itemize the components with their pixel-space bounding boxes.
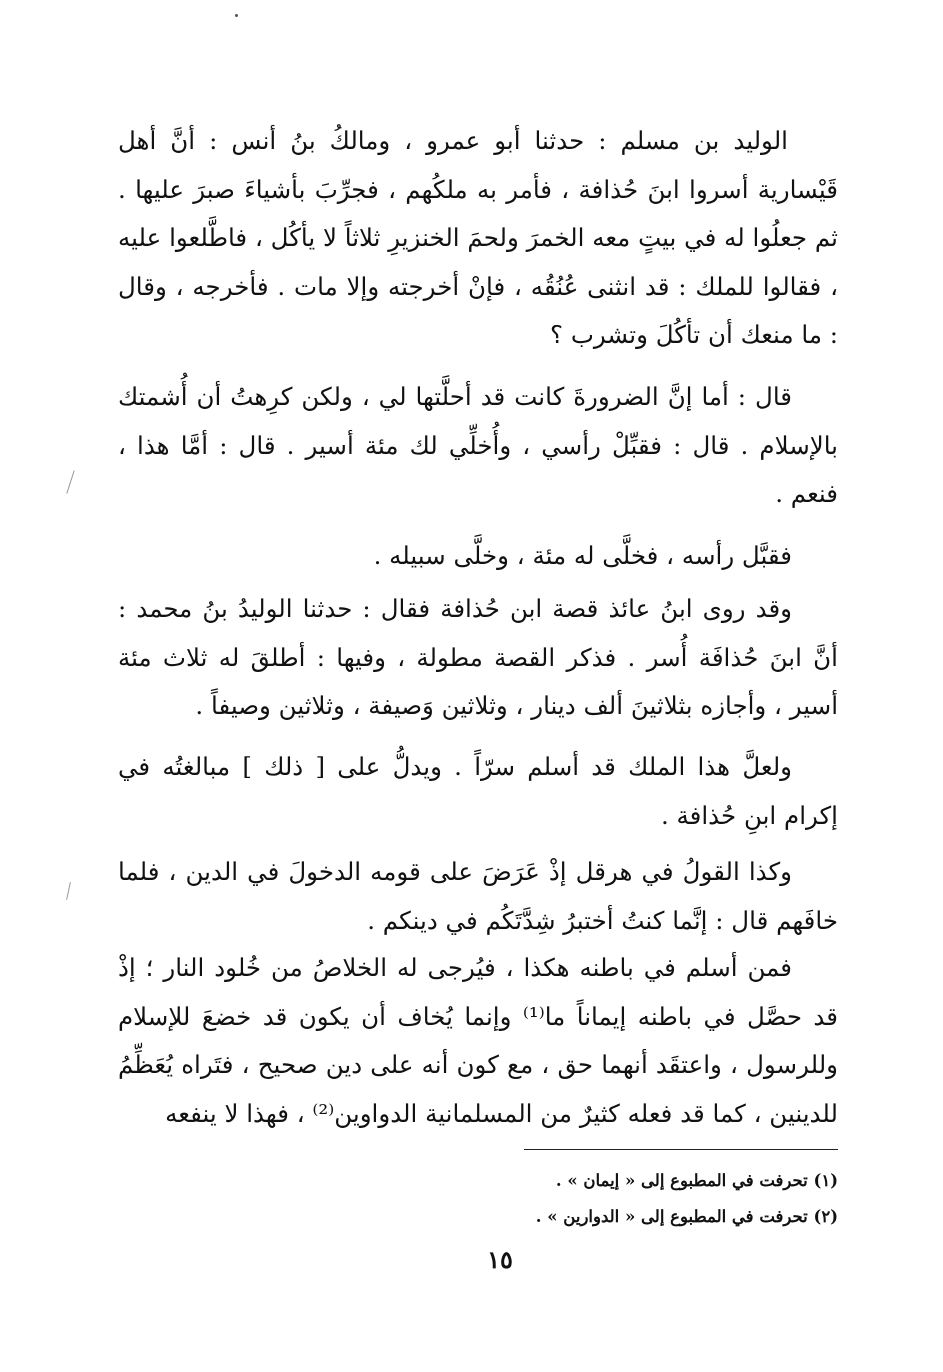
scan-mark <box>66 470 74 493</box>
paragraph-1: الوليد بن مسلم : حدثنا أبو عمرو ، ومالكُ بنُ أنس : أنَّ أهل قَيْسارية أسروا ابنَ حُذافة ، فأمر به ملكُهم ، فجرِّبَ بأشياءَ صبرَ عليها . ثم جعلُوا له في بيتٍ معه الخمرَ ولحمَ الخنزيرِ ثلاثاً لا يأكُل ، فاطَّلعوا عليه ، فقالوا للملك : قد انثنى عُنُقُه ، فإنْ أخرجته وإلا مات . فأخرجه ، وقال : ما منعك أن تأكُلَ وتشرب ؟ <box>118 126 838 349</box>
footnote-1: (١) تحرفت في المطبوع إلى « إيمان » . <box>555 1171 838 1190</box>
paragraph-5: ولعلَّ هذا الملك قد أسلم سرّاً . ويدلُّ على [ ذلك ] مبالغتُه في إكرام ابنِ حُذافة . <box>118 752 838 830</box>
scan-mark <box>66 882 71 900</box>
paragraph-2: قال : أما إنَّ الضرورةَ كانت قد أحلَّتها لي ، ولكن كرِهتُ أن أُشمتك بالإسلام . قال : فقبِّلْ رأسي ، وأُخلِّي لك مئة أسير . قال : أمَّا هذا ، فنعم . <box>118 382 838 508</box>
paragraph-3: فقبَّل رأسه ، فخلَّى له مئة ، وخلَّى سبيله . <box>373 541 792 570</box>
footnote-2: (٢) تحرفت في المطبوع إلى « الدوارين » . <box>535 1207 838 1226</box>
page-number: ١٥ <box>487 1245 513 1274</box>
paragraph-4: وقد روى ابنُ عائذ قصة ابن حُذافة فقال : حدثنا الوليدُ بنُ محمد : أنَّ ابنَ حُذافَة أُسر . فذكر القصة مطولة ، وفيها : أطلقَ له ثلاث مئة أسير ، وأجازه بثلاثينَ ألف دينار ، وثلاثين وَصيفة ، وثلاثين وصيفاً . <box>118 594 838 720</box>
footnote-divider <box>524 1149 838 1150</box>
footnotes <box>420 1163 838 1235</box>
speck-mark <box>235 14 238 17</box>
paragraph-6: وكذا القولُ في هرقل إذْ عَرَضَ على قومه الدخولَ في الدين ، فلما خافَهم قال : إنَّما كنتُ أختبرُ شِدَّتَكُم في دينكم . <box>118 857 838 935</box>
paragraph-7: فمن أسلم في باطنه هكذا ، فيُرجى له الخلاصُ من خُلود النار ؛ إذْ قد حصَّل في باطنه إيماناً ما⁽¹⁾ وإنما يُخاف أن يكون قد خضعَ للإسلام وللرسول ، واعتقَد أنهما حق ، مع كون أنه على دين صحيح ، فتَراه يُعَظِّمُ للدينين ، كما قد فعله كثيرٌ من المسلمانية الدواوين⁽²⁾ ، فهذا لا ينفعه <box>118 953 838 1128</box>
